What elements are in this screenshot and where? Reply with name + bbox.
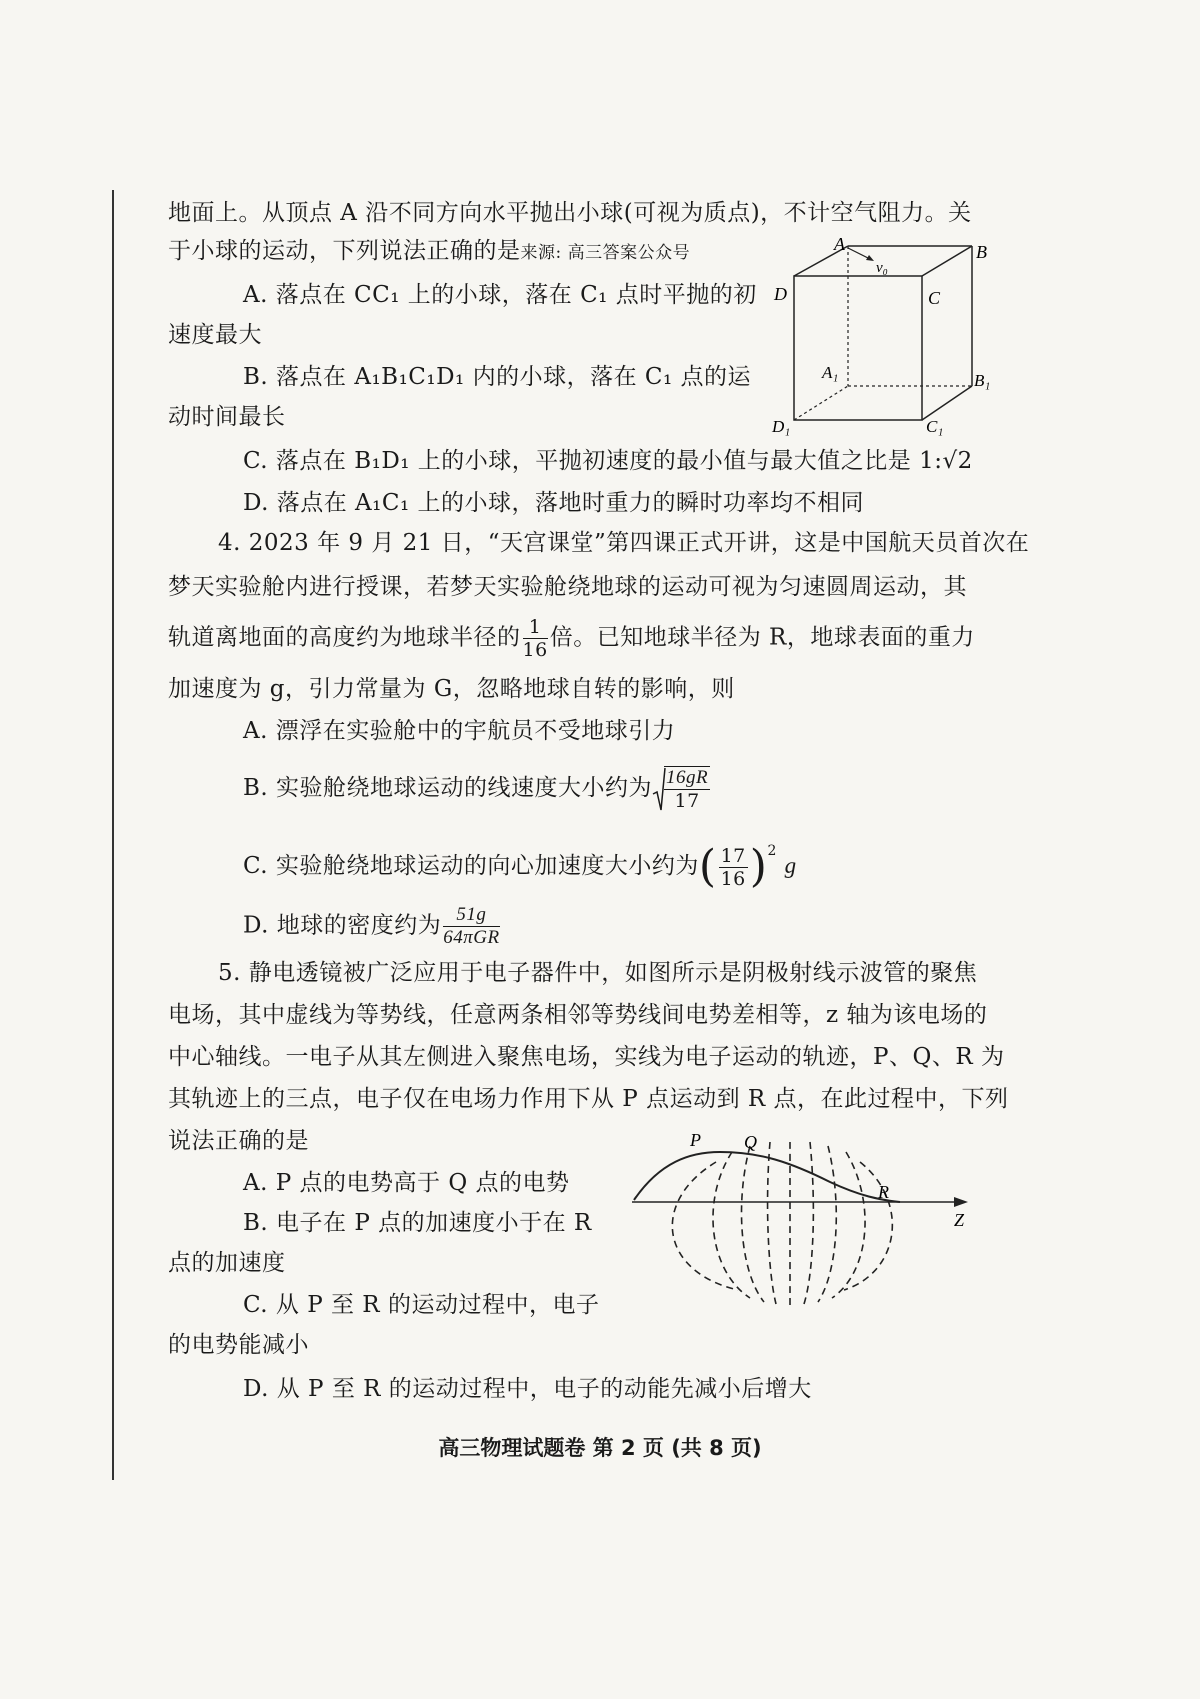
- accel-g: g: [784, 853, 797, 878]
- cube-diagram: [770, 236, 1000, 446]
- density-fraction-den: 64πGR: [443, 927, 500, 948]
- q4-option-d: [243, 904, 502, 949]
- z-axis-label: Z: [954, 1210, 965, 1230]
- q5-line5: 说法正确的是: [168, 1128, 309, 1154]
- height-fraction-num: 1: [523, 616, 548, 639]
- cube-label-b1: B₁: [974, 371, 991, 390]
- binding-margin-line: [112, 190, 114, 1480]
- cube-label-c1: C₁: [926, 417, 944, 436]
- q5-option-d: D. 从 P 至 R 的运动过程中，电子的动能先减小后增大: [243, 1376, 812, 1402]
- cube-label-d: D: [774, 284, 787, 304]
- q3-option-b-line2: 动时间最长: [168, 404, 286, 430]
- sqrt-expression: [652, 766, 712, 812]
- q4-option-d-text: D. 地球的密度约为: [243, 912, 442, 939]
- q5-option-b-line1: B. 电子在 P 点的加速度小于在 R: [243, 1210, 592, 1236]
- q3-option-d: D. 落点在 A₁C₁ 上的小球，落地时重力的瞬时功率均不相同: [243, 490, 865, 516]
- q5-option-c-line1: C. 从 P 至 R 的运动过程中，电子: [243, 1292, 600, 1318]
- q4-line2: 梦天实验舱内进行授课，若梦天实验舱绕地球的运动可视为匀速圆周运动，其: [168, 574, 967, 600]
- q4-option-c: C. 实验舱绕地球运动的向心加速度大小约为( $\frac{17}{16}$ )$^2$ g: [243, 841, 797, 892]
- q3-option-a-line1: A. 落点在 CC₁ 上的小球，落在 C₁ 点时平抛的初: [243, 282, 757, 308]
- q3-option-a-line2: 速度最大: [168, 322, 262, 348]
- point-r-label: R: [878, 1182, 889, 1202]
- q4-line3: [168, 616, 975, 661]
- q4-option-a: A. 漂浮在实验舱中的宇航员不受地球引力: [243, 718, 676, 744]
- cube-label-c: C: [928, 288, 941, 308]
- q4-line4: 加速度为 g，引力常量为 G，忽略地球自转的影响，则: [168, 676, 735, 702]
- q3-option-b-line1: B. 落点在 A₁B₁C₁D₁ 内的小球，落在 C₁ 点的运: [243, 364, 752, 390]
- accel-exponent: 2: [767, 843, 777, 859]
- q4-option-b: [243, 766, 712, 812]
- speed-fraction-den: 17: [674, 790, 700, 812]
- density-fraction-num: 51g: [443, 904, 499, 927]
- cube-front-face: [794, 276, 922, 420]
- density-fraction: [443, 904, 499, 949]
- point-p-label: P: [690, 1130, 701, 1150]
- q4-line3-pre: 轨道离地面的高度约为地球半径的: [168, 624, 521, 651]
- cube-label-b: B: [976, 242, 987, 262]
- q5-option-b-line2: 点的加速度: [168, 1250, 286, 1276]
- cube-edge-cb: [922, 246, 972, 276]
- q5-option-a: A. P 点的电势高于 Q 点的电势: [243, 1170, 570, 1196]
- q3-line2-text: 于小球的运动，下列说法正确的是: [168, 238, 521, 264]
- q3-line2: [168, 236, 690, 268]
- q4-option-c-text: C. 实验舱绕地球运动的向心加速度大小约为: [243, 853, 699, 879]
- source-note: 来源: 高三答案公众号: [520, 243, 691, 263]
- q4-line3-post: 倍。已知地球半径为 R，地球表面的重力: [549, 624, 975, 651]
- accel-fraction-den: 16: [720, 867, 746, 890]
- cube-edge-c1b1: [922, 386, 972, 420]
- z-axis-arrowhead: [954, 1197, 968, 1207]
- q3-line1: 地面上。从顶点 A 沿不同方向水平抛出小球(可视为质点)，不计空气阻力。关: [168, 200, 972, 226]
- q5-option-c-line2: 的电势能减小: [168, 1332, 309, 1358]
- cube-label-d1: D₁: [772, 417, 791, 436]
- accel-fraction: [719, 845, 748, 890]
- q4-option-b-text: B. 实验舱绕地球运动的线速度大小约为: [243, 775, 653, 801]
- q3-option-c: C. 落点在 B₁D₁ 上的小球，平抛初速度的最小值与最大值之比是 1:√2: [243, 448, 973, 474]
- accel-fraction-num: 17: [720, 844, 746, 867]
- q5-line3: 中心轴线。一电子从其左侧进入聚焦电场，实线为电子运动的轨迹，P、Q、R 为: [168, 1044, 1005, 1070]
- cube-label-a: A: [834, 236, 845, 254]
- cube-label-a1: A₁: [822, 363, 839, 382]
- point-q-label: Q: [744, 1132, 757, 1152]
- height-fraction-den: 16: [522, 639, 548, 661]
- height-fraction: [523, 616, 548, 661]
- focusing-field-diagram: [620, 1122, 980, 1312]
- q5-line4: 其轨迹上的三点，电子仅在电场力作用下从 P 点运动到 R 点，在此过程中，下列: [168, 1086, 1009, 1112]
- q4-line1: 4. 2023 年 9 月 21 日，“天宫课堂”第四课正式开讲，这是中国航天员首次在: [218, 530, 1030, 556]
- velocity-arrowhead: [866, 255, 874, 261]
- cube-edge-d1a1: [794, 386, 848, 420]
- q5-line1: 5. 静电透镜被广泛应用于电子器件中，如图所示是阴极射线示波管的聚焦: [218, 960, 978, 986]
- page-footer: 高三物理试题卷 第 2 页 (共 8 页): [438, 1436, 762, 1460]
- equipotential-lines: [672, 1142, 892, 1306]
- speed-fraction-num: 16gR: [666, 767, 709, 788]
- velocity-label: v₀: [876, 260, 888, 276]
- q5-line2: 电场，其中虚线为等势线，任意两条相邻等势线间电势差相等，z 轴为该电场的: [168, 1002, 988, 1028]
